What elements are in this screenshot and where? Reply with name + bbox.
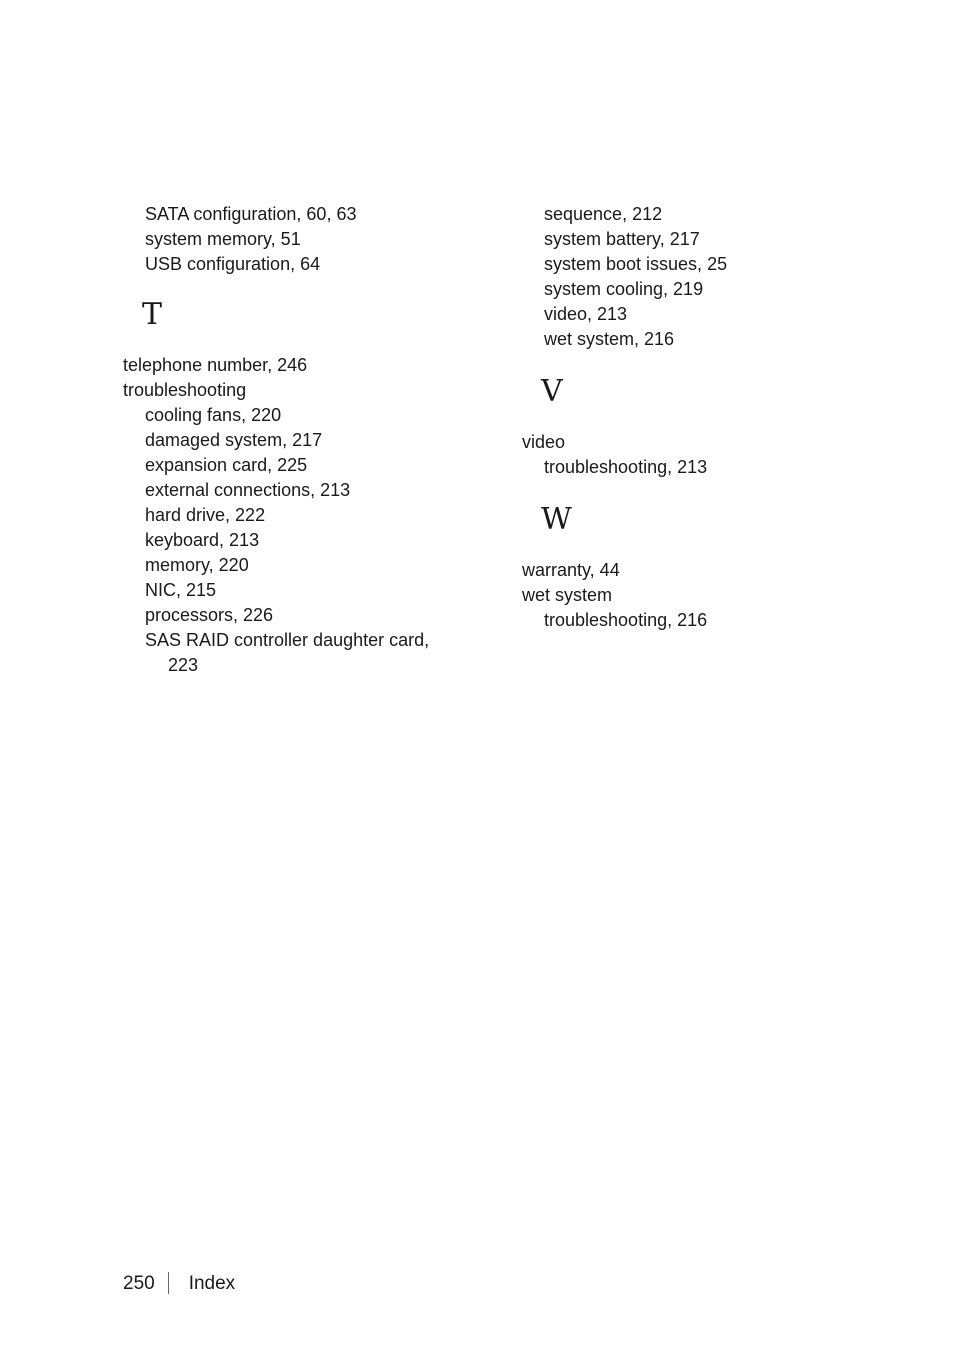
index-entry: troubleshooting bbox=[123, 380, 247, 400]
footer-separator bbox=[168, 1272, 169, 1294]
index-subentry: expansion card, 225 bbox=[145, 455, 308, 475]
index-entry: warranty, 44 bbox=[522, 560, 620, 580]
index-subentry: video, 213 bbox=[544, 304, 628, 324]
index-column-left bbox=[123, 202, 483, 678]
page-footer bbox=[123, 1271, 235, 1297]
footer-section-title: Index bbox=[188, 1273, 236, 1294]
index-subentry: troubleshooting, 213 bbox=[544, 457, 708, 477]
index-subentry: NIC, 215 bbox=[145, 580, 217, 600]
index-entry: system memory, 51 bbox=[145, 229, 301, 249]
index-subentry: troubleshooting, 216 bbox=[544, 610, 708, 630]
index-subentry: cooling fans, 220 bbox=[145, 405, 282, 425]
index-entry: SATA configuration, 60, 63 bbox=[145, 204, 357, 224]
index-letter-heading-t: T bbox=[142, 297, 163, 332]
index-subentry: hard drive, 222 bbox=[145, 505, 266, 525]
index-subentry: system boot issues, 25 bbox=[544, 254, 728, 274]
index-subentry: memory, 220 bbox=[145, 555, 249, 575]
index-subentry: keyboard, 213 bbox=[145, 530, 260, 550]
index-subentry: system battery, 217 bbox=[544, 229, 700, 249]
index-entry: telephone number, 246 bbox=[123, 355, 308, 375]
index-subentry: external connections, 213 bbox=[145, 480, 351, 500]
index-entry: wet system bbox=[522, 585, 613, 605]
index-subentry: processors, 226 bbox=[145, 605, 274, 625]
index-subentry: SAS RAID controller daughter card, bbox=[145, 630, 430, 650]
index-letter-heading-v: V bbox=[541, 374, 563, 409]
index-entry: video bbox=[522, 432, 566, 452]
index-entry: USB configuration, 64 bbox=[145, 254, 321, 274]
page-number: 250 bbox=[123, 1273, 155, 1294]
index-subentry: wet system, 216 bbox=[544, 329, 675, 349]
index-subentry-continuation: 223 bbox=[168, 655, 199, 675]
index-letter-heading-w: W bbox=[541, 502, 572, 537]
index-subentry: system cooling, 219 bbox=[544, 279, 704, 299]
index-subentry: damaged system, 217 bbox=[145, 430, 323, 450]
index-subentry: sequence, 212 bbox=[544, 204, 663, 224]
index-column-right bbox=[522, 202, 882, 633]
